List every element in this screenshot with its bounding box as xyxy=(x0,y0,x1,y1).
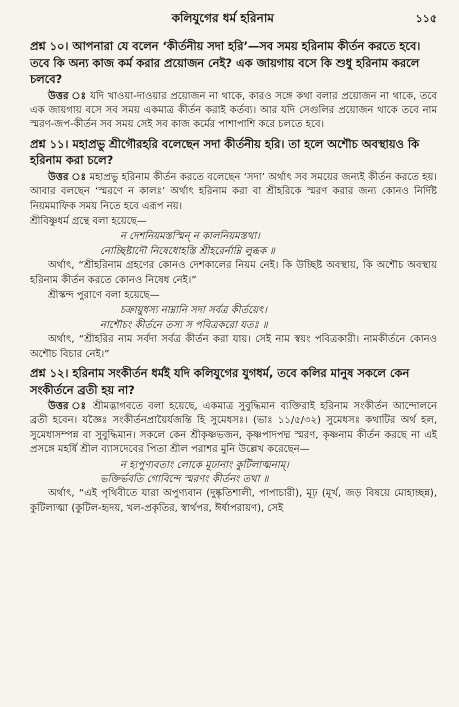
question-10: প্রশ্ন ১০। আপনারা যে বলেন ‘কীর্তনীয় সদা হরি’—সব সময় হরিনাম কীর্তন করতে হবে। তবে কি অন্য কাজ কর্ম করার প্রয়োজন নেই? এক জায়গায় বসে কি শুধু হরিনাম করলে চলবে? xyxy=(30,39,421,86)
answer-10 xyxy=(30,90,437,133)
running-title: কলিযুগের ধর্ম হরিনাম xyxy=(171,11,274,25)
page-header xyxy=(30,10,437,30)
answer-10-text: যদি খাওয়া-দাওয়ার প্রয়োজন না থাকে, কারও সঙ্গে কথা বলার প্রয়োজন না থাকে, তবে এক জায়গায় বসে সব সময় একমাত্র কীর্তন করাই কর্তব্য। আর যদি সেগুলির প্রয়োজন থাকে তবে নাম স্মরণ-জপ-কীর্তন সব সময় সেই সব কাজ কর্মের পাশাপাশি করে চলতে হবে। xyxy=(30,90,437,131)
answer-label: উত্তর ঃ xyxy=(48,90,87,102)
answer-label: উত্তর ঃ xyxy=(48,171,87,183)
verse-3-line-1: ন হ্যপুণ্যবতাং লোকে মূঢানাং কুটিলাত্মনাম্। xyxy=(120,459,289,471)
meaning-3: অর্থাৎ, “এই পৃথিবীতে যারা অপুণ্যবান (দুষ্কৃতিশালী, পাপাচারী), মূঢ় (মূর্খ, জড় বিষয়ে মোহাচ্ছন্ন), কুটিলাত্মা (কুটিল-হৃদয়, খল-প্রকৃতির, স্বার্থপর, ঈর্ষাপরায়ণ), সেই xyxy=(30,488,437,514)
verse-3-line-2: ভক্তির্ভবতি গোবিন্দে স্মরণং কীর্তনং তথা ॥ xyxy=(100,474,269,486)
question-12: প্রশ্ন ১২। হরিনাম সংকীর্তন ধর্মই যদি কলিযুগের যুগধর্ম, তবে কলির মানুষ সকলে কেন সংকীর্তনে ব্রতী হয় না? xyxy=(30,366,410,397)
citation-skanda: শ্রীস্কন্দ পুরাণে বলা হয়েছে— xyxy=(48,289,160,301)
citation-vishnudharma: শ্রীবিষ্ণুধর্ম গ্রন্থে বলা হয়েছে— xyxy=(30,215,147,227)
answer-12 xyxy=(30,400,437,458)
page-number: ১১৫ xyxy=(415,12,437,25)
verse-1-line-1: ন দেশনিয়মস্তস্মিন্ ন কালনিয়মস্তথা। xyxy=(120,231,260,243)
verse-2-line-1: চক্রায়ুধস্য নাম্নানি সদা সর্বত্র কীর্তয়েৎ। xyxy=(120,305,267,317)
answer-11 xyxy=(30,171,437,214)
verse-1-line-2: নোচ্ছিষ্টাদৌ নিষেধোহস্তি শ্রীহরের্নাম্নি লুব্ধক ॥ xyxy=(100,245,275,257)
verse-2-line-2: নাশৌচং কীর্তনে তস্য স পবিত্রকরো যতঃ ॥ xyxy=(100,319,268,331)
answer-11-text: মহাপ্রভু হরিনাম কীর্তন করতে বলেছেন ‘সদা’ অর্থাৎ সব সময়ের জন্যই কীর্তন করতে হয়। আবার বলছেন ‘স্মরণে ন কালঃ’ অর্থাৎ হরিনাম করা বা শ্রীহরিকে স্মরণ করার জন্য কোনও নির্দিষ্ট নিয়মমাফিক সময় নিতে হবে এরূপ নয়। xyxy=(30,171,437,212)
meaning-1: অর্থাৎ, “শ্রীহরিনাম গ্রহণের কোনও দেশকালের নিয়ম নেই। কি উচ্ছিষ্ট অবস্থায়, কি অশৌচ অবস্থায় হরিনাম কীর্তন করতে কোনও নিষেধ নেই।” xyxy=(30,260,437,286)
meaning-2: অর্থাৎ, “শ্রীহরির নাম সর্বদা সর্বত্র কীর্তন করা যায়। সেই নাম স্বয়ং পবিত্রকারী। নামকীর্তনে কোনও অশৌচ বিচার নেই।” xyxy=(30,334,437,360)
question-11: প্রশ্ন ১১। মহাপ্রভু শ্রীগৌরহরি বলেছেন সদা কীর্তনীয় হরি। তা হলে অশৌচ অবস্থায়ও কি হরিনাম করা চলে? xyxy=(30,136,420,168)
answer-12-text: শ্রীমদ্ভাগবতে বলা হয়েছে, একমাত্র সুবুদ্ধিমান ব্যক্তিরাই হরিনাম সংকীর্তন আন্দোলনে ব্রতী হবেন। যজ্ঞৈঃ সংকীর্তনপ্রায়ৈর্যজন্তি হি সুমেধসঃ। (ভাঃ ১১/৫/৩২) সুমেধসঃ কথাটির অর্থ হল, সুমেধাসম্পন্ন বা সুবুদ্ধিমান। সকলে কেন শ্রীকৃষ্ণভজন, কৃষ্ণপাদপদ্ম স্মরণ, কৃষ্ণনাম কীর্তন করছে না এই প্রসঙ্গে মহর্ষি শ্রীল ব্যাসদেবের পিতা শ্রীল পরাশর মুনি উল্লেখ করেছেন— xyxy=(30,401,437,456)
answer-label: উত্তর ঃ xyxy=(48,401,88,412)
